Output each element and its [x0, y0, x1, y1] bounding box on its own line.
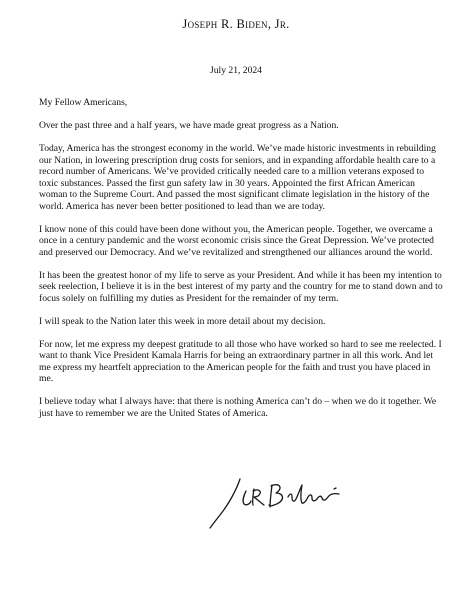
paragraph-4: It has been the greatest honor of my life to serve as your President. And while it has been my intention to seek reelection, I believe it is in the best interest of my party and the country for me to stand down and to focus solely on fulfilling my duties as President for the remainder of my term.: [39, 269, 443, 304]
paragraph-1: Over the past three and a half years, we have made great progress as a Nation.: [39, 120, 339, 131]
letter-date: July 21, 2024: [210, 65, 262, 76]
paragraph-5: I will speak to the Nation later this week in more detail about my decision.: [39, 315, 326, 327]
paragraph-6: For now, let me express my deepest gratitude to all those who have worked so hard to see me reelected. I want to thank Vice President Kamala Harris for being an extraordinary partner in all this work. And let me express my heartfelt appreciation to the American people for the faith and trust you have placed in me.: [39, 338, 442, 384]
paragraph-2: Today, America has the strongest economy in the world. We’ve made historic investments in rebuilding our Nation, in lowering prescription drug costs for seniors, and in expanding affordable health care to a record number of Americans. We’ve provided critically needed care to a million veterans exposed to toxic substances. Passed the first gun safety law in 30 years. Appointed the first African American woman to the Supreme Court. And passed the most significant climate legislation in the history of the world. America has never been better positioned to lead than we are today.: [39, 143, 436, 212]
salutation: My Fellow Americans,: [39, 97, 128, 108]
letterhead-name: Joseph R. Biden, Jr.: [182, 17, 290, 31]
paragraph-3: I know none of this could have been done without you, the American people. Together, we overcame a once in a century pandemic and the worst economic crisis since the Great Depression. We’ve protected and preserved our Democracy. And we’ve revitalized and strengthened our alliances around the world.: [39, 223, 434, 258]
paragraph-7: I believe today what I always have: that there is nothing America can’t do – when we do it together. We just have to remember we are the United States of America.: [39, 396, 437, 419]
letter-body: [39, 97, 443, 431]
signature-image: [206, 471, 356, 531]
